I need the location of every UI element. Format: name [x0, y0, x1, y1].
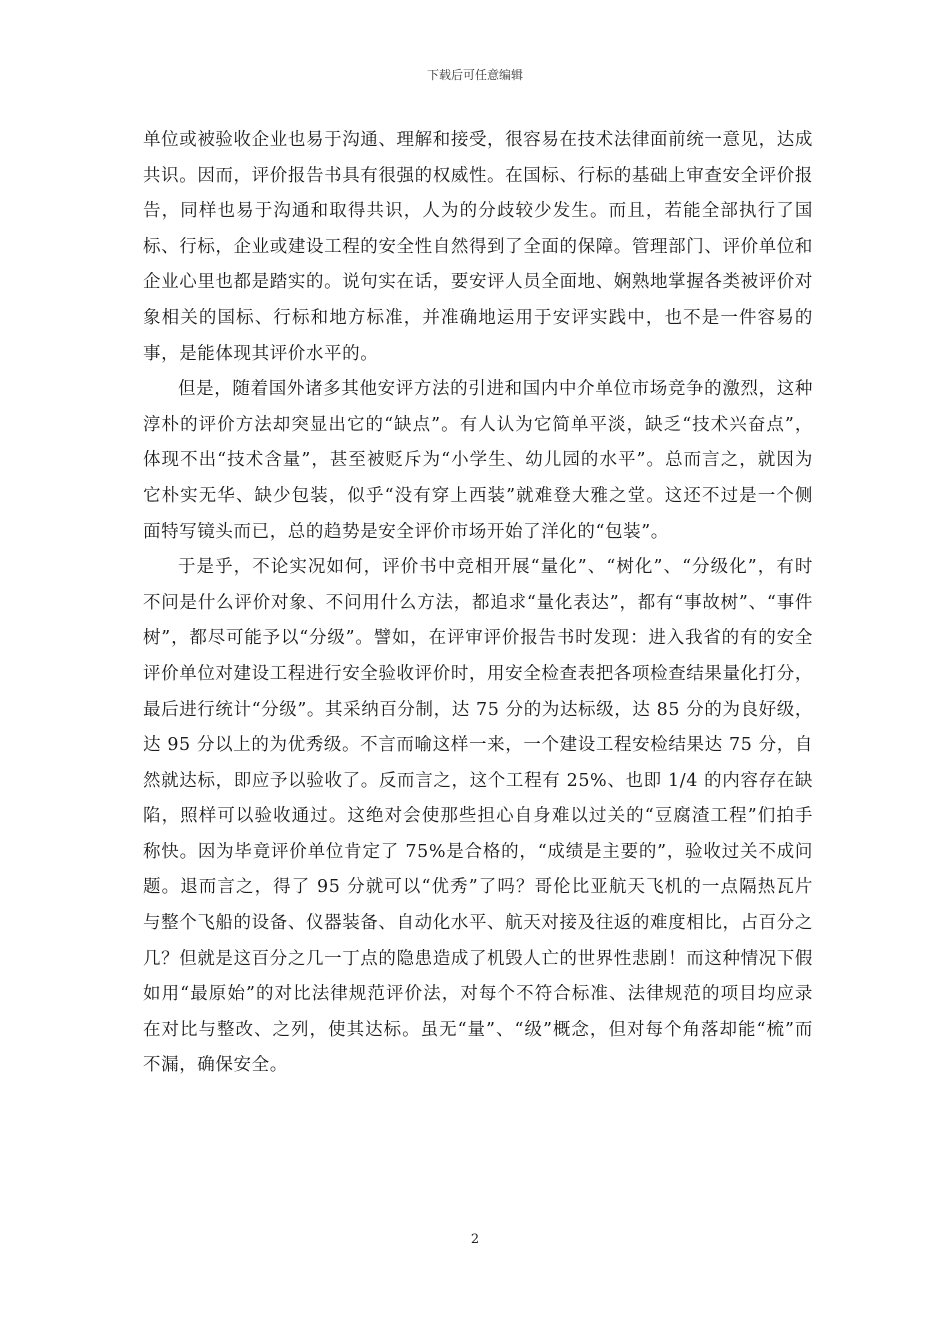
paragraph-2: 但是，随着国外诸多其他安评方法的引进和国内中介单位市场竞争的激烈，这种淳朴的评价方法却突显出它的“缺点”。有人认为它简单平淡，缺乏“技术兴奋点”，体现不出“技术含量”，甚至被贬斥为“小学生、幼儿园的水平”。总而言之，就因为它朴实无华、缺少包装，似乎“没有穿上西装”就难登大雅之堂。这还不过是一个侧面特写镜头而已，总的趋势是安全评价市场开始了洋化的“包装”。	[143, 379, 813, 542]
page-number: 2	[470, 1232, 480, 1247]
paragraph-1: 单位或被验收企业也易于沟通、理解和接受，很容易在技术法律面前统一意见，达成共识。因而，评价报告书具有很强的权威性。在国标、行标的基础上审查安全评价报告，同样也易于沟通和取得共识，人为的分歧较少发生。而且，若能全部执行了国标、行标，企业或建设工程的安全性自然得到了全面的保障。管理部门、评价单位和企业心里也都是踏实的。说句实在话，要安评人员全面地、娴熟地掌握各类被评价对象相关的国标、行标和地方标准，并准确地运用于安评实践中，也不是一件容易的事，是能体现其评价水平的。	[143, 130, 813, 364]
paragraph-3: 于是乎，不论实况如何，评价书中竞相开展“量化”、“树化”、“分级化”，有时不问是什么评价对象、不问用什么方法，都追求“量化表达”，都有“事故树”、“事件树”，都尽可能予以“分级”。譬如，在评审评价报告书时发现：进入我省的有的安全评价单位对建设工程进行安全验收评价时，用安全检查表把各项检查结果量化打分，最后进行统计“分级”。其采纳百分制，达 75 分的为达标级，达 85 分的为良好级，达 95 分以上的为优秀级。不言而喻这样一来，一个建设工程安检结果达 75 分，自然就达标，即应予以验收了。反而言之，这个工程有 25%、也即 1/4 的内容存在缺陷，照样可以验收通过。这绝对会使那些担心自身难以过关的“豆腐渣工程”们拍手称快。因为毕竟评价单位肯定了 75%是合格的，“成绩是主要的”，验收过关不成问题。退而言之，得了 95 分就可以“优秀”了吗？哥伦比亚航天飞机的一点隔热瓦片与整个飞船的设备、仪器装备、自动化水平、航天对接及往返的难度相比，占百分之几？但就是这百分之几一丁点的隐患造成了机毁人亡的世界性悲剧！而这种情况下假如用“最原始”的对比法律规范评价法，对每个不符合标准、法律规范的项目均应录在对比与整改、之列，使其达标。虽无“量”、“级”概念，但对每个角落却能“梳”而不漏，确保安全。	[143, 557, 813, 1076]
page-header-note: 下载后可任意编辑	[426, 68, 523, 82]
body-text	[143, 123, 813, 1084]
